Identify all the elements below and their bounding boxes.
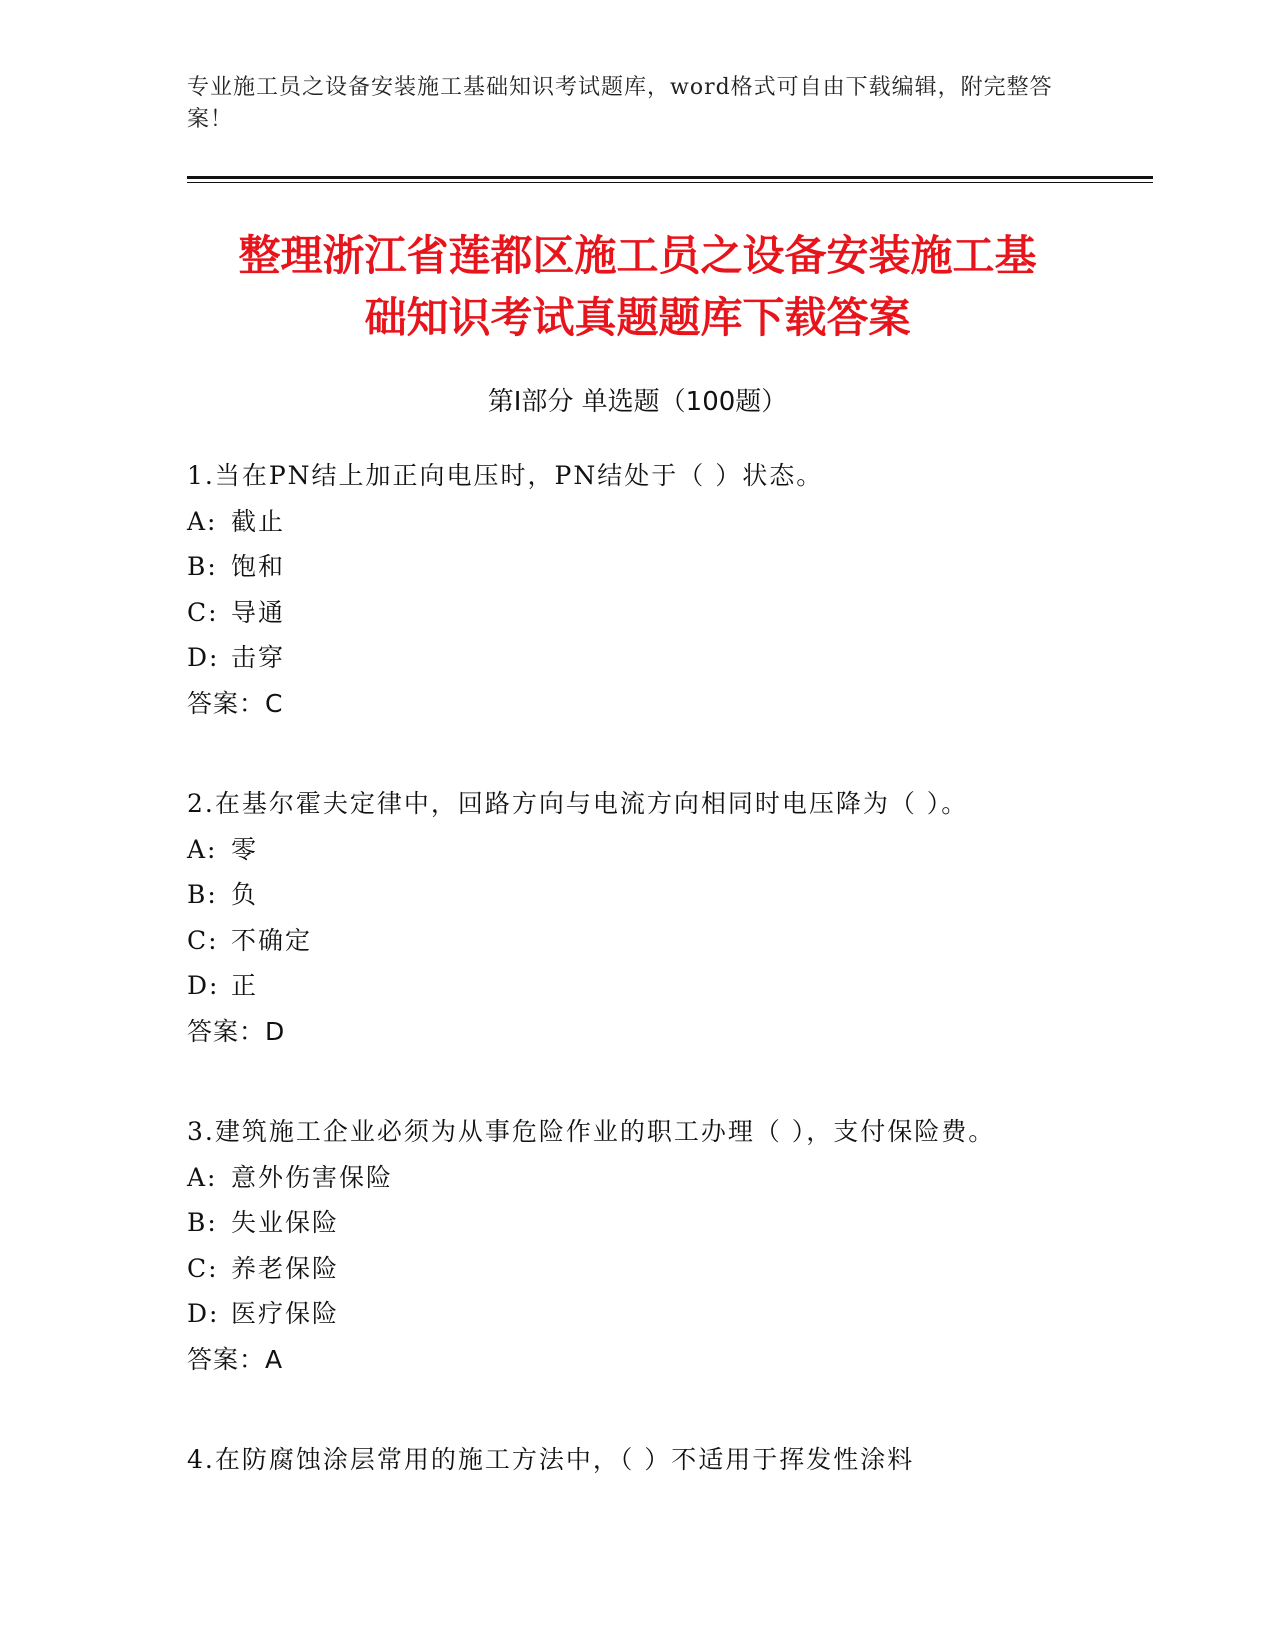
option-letter: C: [187, 1253, 219, 1283]
option-d [187, 963, 1127, 1009]
option-text: 截止 [231, 506, 286, 536]
question-stem: 2.在基尔霍夫定律中，回路方向与电流方向相同时电压降为（ ）。 [187, 789, 969, 818]
option-text: 失业保险 [231, 1208, 340, 1237]
option-a [187, 1155, 1127, 1201]
option-letter: A: [187, 506, 218, 536]
option-c [187, 918, 1127, 964]
answer-line: 答案：C [187, 688, 284, 718]
question-1 [187, 453, 1127, 726]
answer-line: 答案：D [187, 1016, 286, 1046]
option-text: 医疗保险 [231, 1299, 340, 1328]
option-text: 意外伤害保险 [231, 1162, 394, 1192]
title-line-1: 整理浙江省莲都区施工员之设备安装施工基 [238, 231, 1037, 280]
question-4 [187, 1437, 1127, 1483]
option-a [187, 827, 1127, 873]
option-letter: D: [187, 971, 220, 1000]
option-d [187, 1291, 1127, 1337]
option-letter: D: [187, 1299, 220, 1328]
option-text: 零 [231, 834, 259, 864]
header-note: 专业施工员之设备安装施工基础知识考试题库，word格式可自由下载编辑，附完整答案！ [187, 75, 1053, 132]
option-c [187, 590, 1127, 636]
header-divider-thick [187, 176, 1153, 179]
option-d [187, 635, 1127, 681]
title-line-2: 础知识考试真题题库下载答案 [364, 293, 911, 342]
option-text: 负 [231, 880, 259, 909]
option-letter: A: [187, 834, 218, 864]
option-letter: C: [187, 597, 219, 627]
option-letter: D: [187, 643, 220, 672]
option-b [187, 872, 1127, 918]
option-text: 正 [231, 971, 259, 1000]
option-b [187, 544, 1127, 590]
option-letter: C: [187, 925, 219, 955]
document-title [150, 225, 1125, 349]
option-c [187, 1246, 1127, 1292]
option-b [187, 1200, 1127, 1246]
option-text: 饱和 [231, 552, 286, 581]
option-text: 导通 [231, 597, 286, 627]
question-2 [187, 781, 1127, 1054]
header-divider-thin [187, 182, 1153, 183]
question-stem: 4.在防腐蚀涂层常用的施工方法中，（ ）不适用于挥发性涂料 [187, 1445, 915, 1474]
option-letter: B: [187, 1208, 218, 1237]
option-text: 养老保险 [231, 1253, 340, 1283]
question-stem: 1.当在PN结上加正向电压时，PN结处于（ ）状态。 [187, 461, 824, 490]
option-letter: A: [187, 1162, 218, 1192]
option-a [187, 499, 1127, 545]
option-text: 击穿 [231, 643, 286, 672]
section-title: 第Ⅰ部分 单选题（100题） [487, 387, 788, 417]
answer-line: 答案：A [187, 1344, 284, 1374]
option-text: 不确定 [231, 925, 313, 955]
option-letter: B: [187, 552, 218, 581]
question-3 [187, 1109, 1127, 1382]
option-letter: B: [187, 880, 218, 909]
question-stem: 3.建筑施工企业必须为从事危险作业的职工办理（ ），支付保险费。 [187, 1117, 996, 1146]
